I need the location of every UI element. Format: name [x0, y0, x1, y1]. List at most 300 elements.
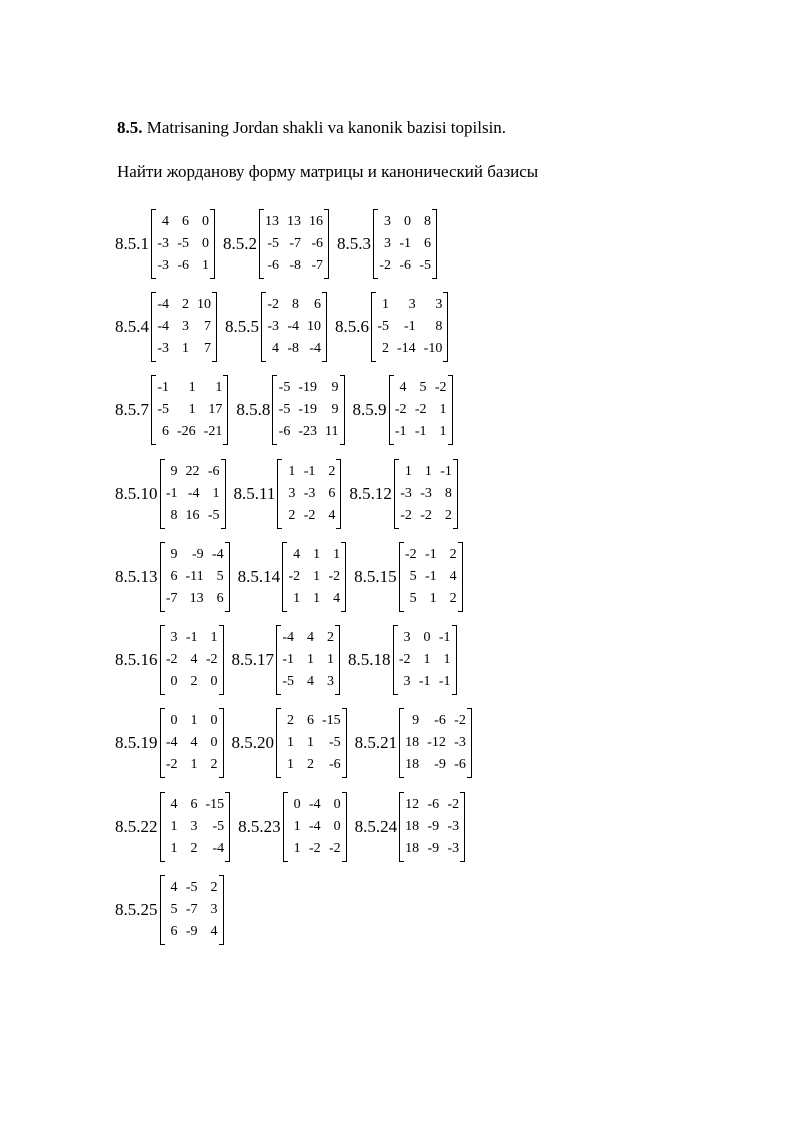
matrix-cell: -7	[185, 902, 198, 918]
matrix-cell: 5	[170, 902, 178, 918]
matrix	[389, 375, 453, 445]
bracket-corner	[453, 459, 458, 460]
matrix-cell: 7	[204, 340, 211, 356]
problem-item	[115, 459, 226, 529]
matrix-cell: 16	[309, 213, 323, 229]
matrix-cell: -2	[288, 568, 301, 584]
matrix-cell: 8	[435, 318, 443, 334]
matrix	[282, 542, 346, 612]
matrix-cell: -4	[309, 796, 321, 812]
problem-label: 8.5.7	[115, 400, 149, 420]
problem-label: 8.5.17	[231, 650, 274, 670]
bracket-corner	[458, 611, 463, 612]
matrix-cell: -1	[303, 463, 316, 479]
matrix-cell: -6	[329, 757, 341, 773]
matrix-cell: 18	[405, 757, 420, 773]
matrix	[160, 459, 226, 529]
problem-list	[115, 202, 775, 952]
matrix-cell: 3	[408, 296, 416, 312]
matrix-cell: -4	[309, 818, 321, 834]
matrix	[160, 542, 230, 612]
matrix-cell: 1	[439, 402, 447, 418]
problem-label: 8.5.20	[231, 733, 274, 753]
matrix-cell: -3	[447, 840, 460, 856]
matrix-cell: 4	[333, 590, 341, 606]
matrix-cell: -1	[414, 424, 427, 440]
matrix-cell: -2	[267, 296, 279, 312]
problem-row	[115, 202, 775, 285]
matrix-cell: 11	[325, 424, 339, 440]
bracket-corner	[335, 625, 340, 626]
matrix-cell: 1	[443, 652, 451, 668]
bracket-corner	[219, 625, 224, 626]
matrix-cell: -9	[191, 546, 204, 562]
bracket-corner	[342, 861, 347, 862]
matrix-cell: 1	[212, 485, 220, 501]
matrix-cell: -9	[185, 924, 198, 940]
matrix-cell: -6	[207, 463, 220, 479]
bracket-corner	[432, 209, 437, 210]
problem-label: 8.5.9	[352, 400, 387, 420]
matrix-cell: -2	[404, 546, 417, 562]
matrix-cell: 1	[182, 340, 189, 356]
matrix-cell: 2	[288, 507, 296, 523]
matrix-cell: 8	[444, 485, 452, 501]
matrix-cell: -2	[165, 652, 178, 668]
matrix-cell: -6	[434, 713, 446, 729]
matrix-cell: -4	[212, 840, 225, 856]
matrix-cell: 2	[449, 546, 457, 562]
matrix-cell: 4	[190, 735, 198, 751]
problem-label: 8.5.14	[237, 566, 281, 586]
section-title: Matrisaning Jordan shakli va kanonik bazisi topilsin.	[142, 118, 507, 137]
matrix-cell: 1	[313, 568, 321, 584]
bracket-corner	[219, 875, 224, 876]
matrix-cell: -5	[278, 402, 291, 418]
matrix	[272, 375, 344, 445]
matrix-cell: -1	[438, 674, 451, 690]
matrix-cell: 6	[170, 924, 178, 940]
bracket-corner	[324, 209, 329, 210]
matrix-cell: -2	[379, 257, 391, 273]
bracket-corner	[341, 542, 346, 543]
matrix-cell: -9	[427, 840, 440, 856]
matrix-cell: -3	[454, 735, 466, 751]
bracket-corner	[225, 792, 230, 793]
problem-label: 8.5.8	[236, 400, 271, 420]
bracket-corner	[448, 444, 453, 445]
matrix-cell: 1	[170, 840, 178, 856]
matrix-cell: -1	[165, 485, 178, 501]
matrix-cell: 1	[188, 380, 196, 396]
matrix-cell: 0	[202, 235, 209, 251]
problem-row	[115, 535, 775, 618]
matrix	[160, 625, 224, 695]
matrix-cell: 1	[287, 757, 294, 773]
matrix-cell: -3	[157, 340, 169, 356]
matrix-cell: 2	[210, 757, 218, 773]
bracket-corner	[460, 792, 465, 793]
matrix-cell: 2	[449, 590, 457, 606]
matrix-cell: 1	[429, 590, 437, 606]
matrix-cell: -26	[177, 424, 196, 440]
matrix-cell: -9	[427, 818, 440, 834]
problem-item	[115, 708, 224, 778]
matrix-cell: 5	[409, 568, 417, 584]
bracket-corner	[448, 375, 453, 376]
matrix-cell: 1	[287, 735, 294, 751]
matrix-cell: 2	[210, 880, 218, 896]
matrix-cell: 6	[307, 713, 314, 729]
matrix-cell: 10	[197, 296, 211, 312]
matrix-cell: -1	[418, 674, 431, 690]
bracket-corner	[336, 528, 341, 529]
matrix-cell: -3	[420, 485, 432, 501]
matrix-cell: 9	[170, 463, 178, 479]
matrix-cell: 18	[405, 840, 420, 856]
bracket-corner	[221, 459, 226, 460]
matrix	[276, 625, 340, 695]
matrix-cell: -19	[298, 380, 318, 396]
matrix-cell: 2	[182, 296, 189, 312]
bracket-corner	[223, 375, 228, 376]
matrix-cell: 1	[293, 818, 301, 834]
matrix-cell: 6	[314, 296, 321, 312]
matrix-cell: 1	[404, 463, 412, 479]
matrix-cell: 18	[405, 818, 420, 834]
bracket-corner	[322, 361, 327, 362]
bracket-corner	[322, 292, 327, 293]
bracket-corner	[219, 694, 224, 695]
problem-item	[355, 792, 466, 862]
problem-item	[337, 209, 437, 279]
matrix-cell: 3	[327, 674, 334, 690]
problem-item	[115, 792, 230, 862]
matrix-cell: 1	[307, 735, 314, 751]
matrix-cell: 3	[182, 318, 189, 334]
matrix	[373, 209, 437, 279]
problem-label: 8.5.13	[115, 566, 158, 586]
matrix-cell: -3	[267, 318, 279, 334]
matrix	[394, 459, 458, 529]
matrix-cell: -7	[165, 590, 178, 606]
matrix-cell: 1	[327, 652, 334, 668]
matrix-cell: -5	[282, 674, 294, 690]
problem-row	[115, 785, 775, 868]
matrix-cell: -2	[447, 796, 460, 812]
bracket-corner	[467, 708, 472, 709]
matrix	[283, 792, 347, 862]
matrix-cell: -2	[400, 507, 412, 523]
matrix-cell: 1	[293, 590, 301, 606]
problem-item	[115, 375, 228, 445]
problem-item	[232, 625, 341, 695]
matrix-cell: -1	[185, 630, 198, 646]
matrix-cell: -2	[454, 713, 466, 729]
section-number: 8.5.	[117, 118, 143, 137]
matrix-cell: 6	[182, 213, 189, 229]
problem-item	[335, 292, 448, 362]
problem-item	[225, 292, 327, 362]
matrix	[151, 209, 215, 279]
matrix-cell: -15	[322, 713, 341, 729]
matrix	[399, 708, 472, 778]
problem-label: 8.5.1	[115, 233, 149, 253]
bracket-corner	[223, 444, 228, 445]
matrix	[393, 625, 457, 695]
matrix-cell: 10	[307, 318, 321, 334]
matrix-cell: 18	[405, 735, 420, 751]
matrix-cell: 4	[272, 340, 279, 356]
matrix-cell: 5	[419, 380, 427, 396]
matrix-cell: 3	[190, 818, 198, 834]
bracket-corner	[443, 292, 448, 293]
matrix-cell: -7	[311, 257, 323, 273]
matrix-cell: -23	[298, 424, 318, 440]
matrix-cell: -2	[309, 840, 321, 856]
matrix-cell: -1	[404, 318, 416, 334]
matrix-cell: -1	[282, 652, 294, 668]
matrix-cell: 0	[210, 713, 218, 729]
matrix-cell: -4	[282, 630, 294, 646]
bracket-corner	[342, 708, 347, 709]
matrix-cell: 13	[287, 213, 301, 229]
matrix-cell: 1	[170, 818, 178, 834]
matrix-cell: 4	[170, 796, 178, 812]
matrix-cell: 6	[190, 796, 198, 812]
matrix-cell: 1	[288, 463, 296, 479]
matrix-cell: -1	[157, 380, 169, 396]
matrix-cell: -1	[399, 235, 411, 251]
problem-label: 8.5.24	[354, 816, 398, 836]
matrix-cell: 6	[424, 235, 431, 251]
problem-item	[355, 708, 472, 778]
matrix-cell: -4	[287, 318, 299, 334]
matrix-cell: -5	[212, 818, 225, 834]
problem-item	[353, 375, 453, 445]
matrix-cell: 4	[210, 924, 218, 940]
problem-row	[115, 452, 775, 535]
matrix-cell: -8	[287, 340, 299, 356]
matrix-cell: -7	[289, 235, 301, 251]
matrix-cell: 2	[328, 463, 336, 479]
matrix-cell: 1	[313, 546, 321, 562]
matrix-cell: 1	[439, 424, 447, 440]
matrix-cell: 4	[449, 568, 457, 584]
matrix-cell: 16	[185, 507, 200, 523]
problem-item	[115, 209, 215, 279]
problem-label: 8.5.4	[115, 316, 149, 336]
matrix-cell: -3	[157, 257, 169, 273]
matrix-cell: 8	[170, 507, 178, 523]
matrix-cell: 9	[412, 713, 420, 729]
matrix-cell: -9	[434, 757, 446, 773]
matrix-cell: -5	[267, 235, 279, 251]
matrix	[160, 792, 231, 862]
matrix-cell: -3	[157, 235, 169, 251]
matrix	[160, 875, 224, 945]
problem-item	[354, 542, 463, 612]
bracket-corner	[212, 292, 217, 293]
matrix-cell: -2	[398, 652, 411, 668]
matrix-cell: 9	[331, 402, 339, 418]
problem-item	[115, 542, 230, 612]
matrix-cell: 0	[404, 213, 411, 229]
matrix-cell: 9	[331, 380, 339, 396]
matrix-cell: -6	[267, 257, 279, 273]
problem-label: 8.5.10	[115, 483, 158, 503]
matrix-cell: -4	[157, 296, 169, 312]
bracket-corner	[225, 611, 230, 612]
matrix-cell: -5	[377, 318, 389, 334]
bracket-corner	[340, 375, 345, 376]
matrix-cell: 0	[210, 674, 218, 690]
matrix-cell: -3	[400, 485, 412, 501]
matrix-cell: -2	[434, 380, 447, 396]
matrix-cell: 1	[333, 546, 341, 562]
problem-label: 8.5.18	[348, 650, 391, 670]
bracket-corner	[336, 459, 341, 460]
matrix-cell: -6	[399, 257, 411, 273]
bracket-corner	[432, 278, 437, 279]
matrix	[276, 708, 347, 778]
problem-item	[232, 708, 347, 778]
matrix-cell: 0	[333, 818, 341, 834]
matrix-cell: -1	[440, 463, 452, 479]
matrix-cell: 3	[288, 485, 296, 501]
matrix-cell: -2	[414, 402, 427, 418]
matrix-cell: -6	[427, 796, 440, 812]
matrix-cell: 4	[328, 507, 336, 523]
matrix-cell: -3	[303, 485, 316, 501]
matrix-cell: -5	[278, 380, 291, 396]
problem-label: 8.5.3	[337, 233, 371, 253]
matrix-cell: 2	[382, 340, 389, 356]
problem-row	[115, 369, 775, 452]
bracket-corner	[212, 361, 217, 362]
problem-item	[115, 292, 217, 362]
matrix-cell: -5	[177, 235, 189, 251]
problem-row	[115, 868, 775, 951]
matrix-cell: 3	[403, 674, 411, 690]
matrix-cell: 1	[382, 296, 389, 312]
bracket-corner	[458, 542, 463, 543]
matrix-cell: -11	[185, 568, 204, 584]
bracket-corner	[452, 625, 457, 626]
matrix-cell: 4	[162, 213, 169, 229]
problem-item	[115, 875, 224, 945]
matrix-cell: 0	[210, 735, 218, 751]
matrix-cell: -14	[397, 340, 416, 356]
problem-label: 8.5.15	[354, 566, 397, 586]
bracket-corner	[342, 777, 347, 778]
bracket-corner	[219, 944, 224, 945]
bracket-corner	[341, 611, 346, 612]
matrix	[277, 459, 341, 529]
matrix	[259, 209, 329, 279]
bracket-corner	[219, 777, 224, 778]
matrix-cell: -6	[278, 424, 291, 440]
matrix-cell: 0	[170, 713, 178, 729]
problem-label: 8.5.22	[115, 816, 158, 836]
problem-label: 8.5.6	[335, 316, 369, 336]
matrix-cell: -1	[438, 630, 451, 646]
matrix-cell: 1	[293, 840, 301, 856]
matrix-cell: 7	[204, 318, 211, 334]
matrix-cell: 2	[190, 840, 198, 856]
matrix-cell: 2	[327, 630, 334, 646]
matrix-cell: 3	[403, 630, 411, 646]
bracket-corner	[467, 777, 472, 778]
bracket-corner	[210, 278, 215, 279]
matrix-cell: -12	[427, 735, 446, 751]
problem-label: 8.5.11	[233, 483, 276, 503]
matrix-cell: 4	[190, 652, 198, 668]
matrix-cell: 2	[287, 713, 294, 729]
matrix-cell: 3	[170, 630, 178, 646]
problem-label: 8.5.23	[238, 816, 281, 836]
matrix-cell: 1	[210, 630, 218, 646]
matrix-cell: -2	[329, 840, 341, 856]
problem-label: 8.5.12	[349, 483, 392, 503]
matrix-cell: 1	[215, 380, 223, 396]
matrix-cell: 3	[384, 213, 391, 229]
matrix-cell: -19	[298, 402, 318, 418]
bracket-corner	[453, 528, 458, 529]
matrix-cell: -6	[454, 757, 466, 773]
matrix-cell: 22	[185, 463, 200, 479]
matrix-cell: 8	[292, 296, 299, 312]
matrix-cell: 4	[307, 630, 314, 646]
matrix-cell: 6	[328, 485, 336, 501]
section-subheading: Найти жорданову форму матрицы и канонический базисы	[117, 162, 539, 181]
matrix-cell: -4	[165, 735, 178, 751]
matrix-cell: 2	[444, 507, 452, 523]
matrix-cell: 0	[293, 796, 301, 812]
matrix-cell: -3	[447, 818, 460, 834]
matrix-cell: -10	[423, 340, 443, 356]
matrix	[151, 375, 228, 445]
problem-item	[238, 792, 347, 862]
matrix-cell: -2	[303, 507, 316, 523]
bracket-corner	[219, 708, 224, 709]
problem-item	[349, 459, 458, 529]
matrix-cell: -6	[177, 257, 189, 273]
matrix	[399, 542, 463, 612]
matrix-cell: 13	[265, 213, 279, 229]
problem-label: 8.5.21	[354, 733, 398, 753]
matrix-cell: -2	[165, 757, 178, 773]
matrix-cell: 0	[170, 674, 178, 690]
problem-row	[115, 702, 775, 785]
matrix-cell: -6	[311, 235, 323, 251]
matrix-cell: -2	[420, 507, 432, 523]
bracket-corner	[452, 694, 457, 695]
matrix-cell: 4	[399, 380, 407, 396]
matrix-cell: 1	[190, 757, 198, 773]
matrix-cell: 3	[210, 902, 218, 918]
matrix-cell: 6	[216, 590, 224, 606]
matrix-cell: -2	[205, 652, 218, 668]
matrix-cell: -2	[328, 568, 341, 584]
matrix-cell: -4	[187, 485, 200, 501]
matrix-cell: 0	[423, 630, 431, 646]
bracket-corner	[225, 861, 230, 862]
matrix-cell: 0	[333, 796, 341, 812]
problem-label: 8.5.2	[223, 233, 257, 253]
matrix-cell: -2	[394, 402, 407, 418]
matrix-cell: -15	[205, 796, 225, 812]
